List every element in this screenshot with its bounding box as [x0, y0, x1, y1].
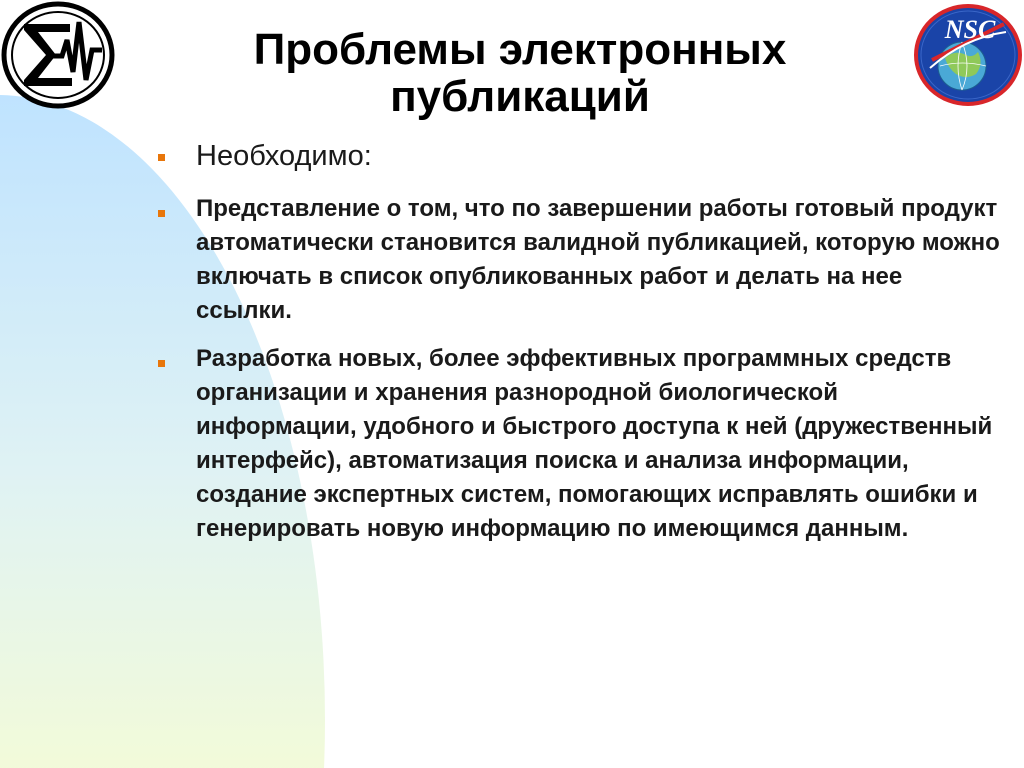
nsc-globe-logo-icon [912, 2, 1024, 108]
bullet-item-1 [150, 132, 1000, 180]
bullet-text-1: Необходимо: [196, 140, 372, 172]
bullet-square-icon [158, 210, 165, 217]
bullet-item-2 [150, 192, 1000, 328]
slide-title-line-1: Проблемы электронных [253, 25, 787, 74]
bullet-square-icon [158, 154, 165, 161]
sigma-wave-logo-icon [0, 0, 120, 112]
logo-right-text: NSC [944, 15, 996, 44]
slide-title [150, 26, 890, 120]
bullet-square-icon [158, 360, 165, 367]
bullet-item-3 [150, 342, 1000, 546]
bullet-list [150, 132, 1000, 546]
bullet-text-2: Представление о том, что по завершении работы готовый продукт автоматически становится валидной публикацией, которую можно включать в список опубликованных работ и делать на нее ссылки. [196, 195, 1000, 324]
bullet-text-3: Разработка новых, более эффективных программных средств организации и хранения разнородной биологической информации, удобного и быстрого доступа к ней (дружественный интерфейс), автоматизация поиска и анализа информации, создание экспертных систем, помогающих исправлять ошибки и генерировать новую информацию по имеющимся данным. [196, 345, 993, 542]
slide-title-line-2: публикаций [390, 72, 650, 121]
